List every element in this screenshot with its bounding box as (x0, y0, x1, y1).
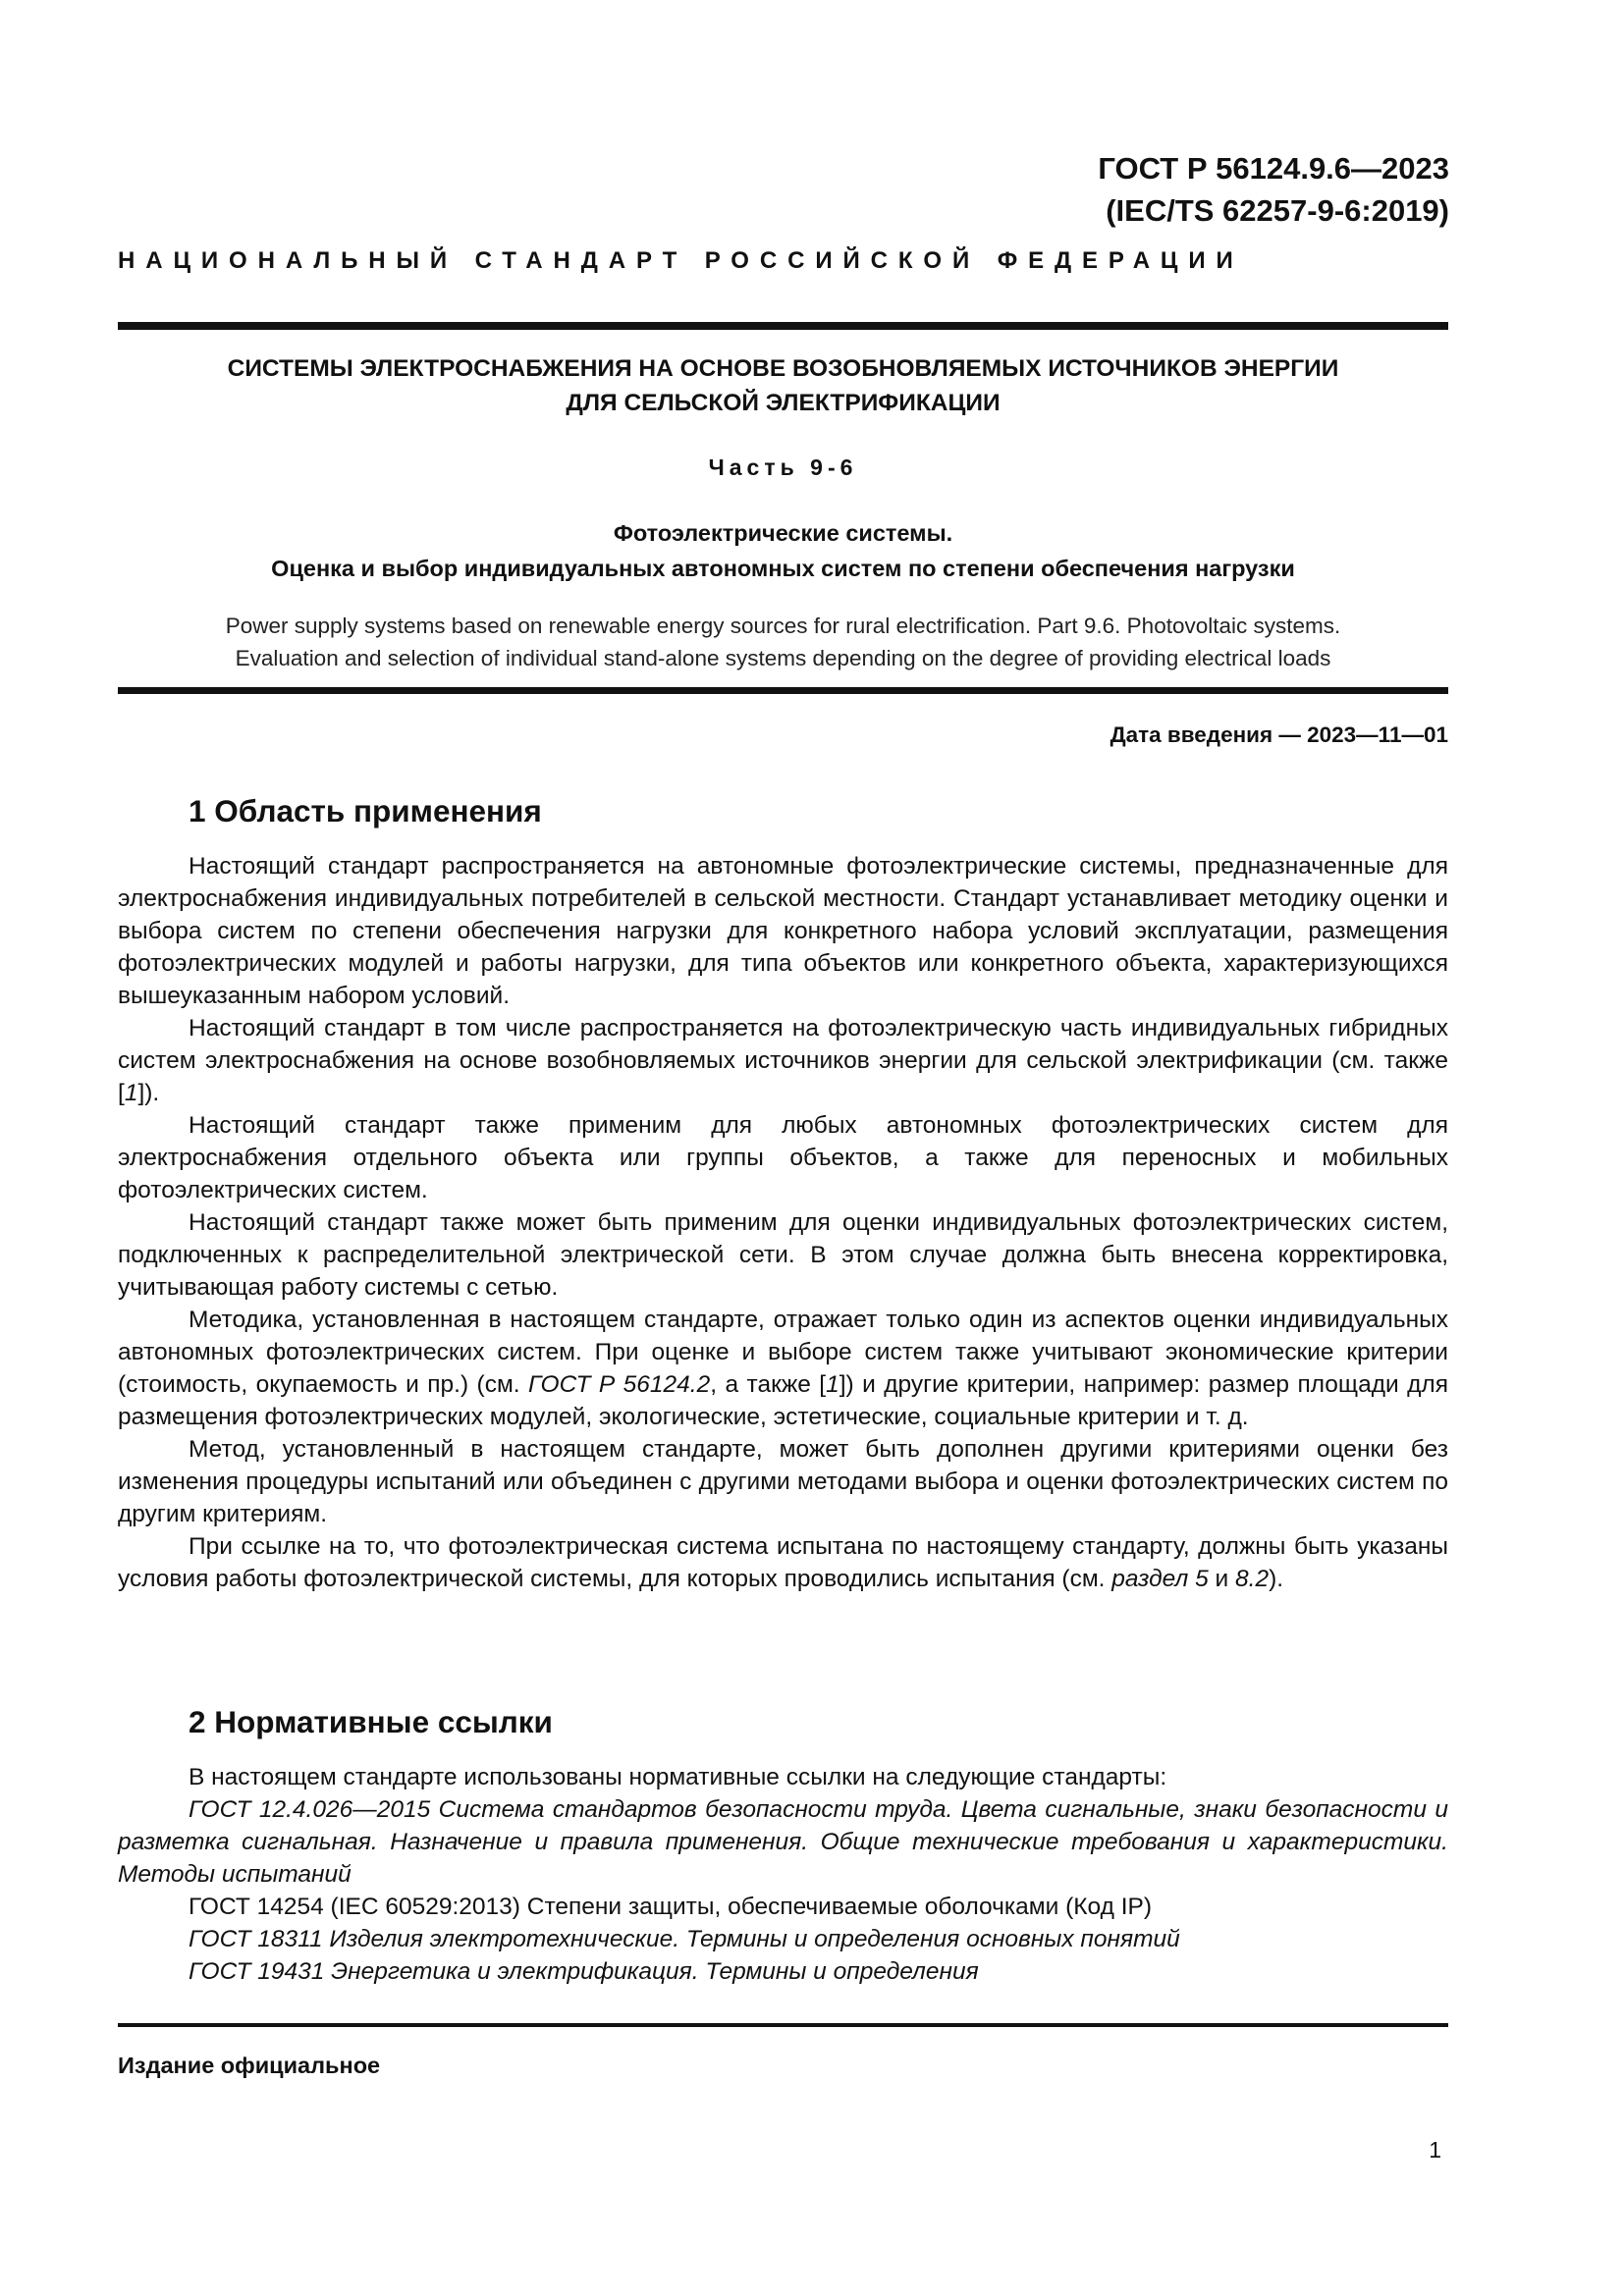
footer-divider (118, 2023, 1448, 2027)
text-run: ]). (137, 1080, 160, 1106)
reference-link: 1 (826, 1371, 839, 1398)
subtitle-line-2: Оценка и выбор индивидуальных автономных систем по степени обеспечения нагрузки (271, 556, 1295, 581)
reference-link: ГОСТ Р 56124.2 (528, 1371, 711, 1398)
iec-number: (IEC/TS 62257-9-6:2019) (1106, 193, 1449, 228)
text-run: Настоящий стандарт в том числе распространяется на фотоэлектрическую часть индивидуальных гибридных систем электроснабжения на основе возобновляемых источников энергии для сельской электрификации (см. также [ (118, 1015, 1448, 1106)
text-run: ]) и другие критерии, например: размер площади для размещения фотоэлектрических модулей, экологические, эстетические, социальные критерии и т. д. (118, 1371, 1448, 1430)
top-divider (118, 322, 1448, 330)
document-title (118, 351, 1448, 420)
title-line-1: СИСТЕМЫ ЭЛЕКТРОСНАБЖЕНИЯ НА ОСНОВЕ ВОЗОБНОВЛЯЕМЫХ ИСТОЧНИКОВ ЭНЕРГИИ (227, 355, 1339, 382)
normative-reference: ГОСТ 19431 Энергетика и электрификация. Термины и определения (189, 1958, 979, 1985)
paragraph (118, 1304, 1448, 1433)
introduction-date: Дата введения — 2023—11—01 (1110, 722, 1448, 747)
standard-number-block (1098, 147, 1449, 232)
title-line-2: ДЛЯ СЕЛЬСКОЙ ЭЛЕКТРИФИКАЦИИ (566, 390, 1001, 416)
reference-link: раздел 5 (1111, 1566, 1209, 1592)
document-subtitle (118, 515, 1448, 586)
paragraph (118, 1012, 1448, 1109)
normative-reference: ГОСТ 14254 (IEC 60529:2013) Степени защиты, обеспечиваемые оболочками (Код IP) (189, 1894, 1153, 1920)
part-label: Часть 9-6 (708, 454, 858, 480)
standard-number: ГОСТ Р 56124.9.6—2023 (1098, 151, 1449, 186)
text-run: и (1208, 1566, 1236, 1592)
paragraph (118, 1530, 1448, 1595)
page-number: 1 (1429, 2137, 1441, 2163)
paragraph: Настоящий стандарт также может быть применим для оценки индивидуальных фотоэлектрических систем, подключенных к распределительной электрической сети. В этом случае должна быть внесена корректировка, учитывающая работу системы с сетью. (118, 1209, 1448, 1301)
national-standard-banner: НАЦИОНАЛЬНЫЙ СТАНДАРТ РОССИЙСКОЙ ФЕДЕРАЦИИ (118, 247, 1244, 274)
english-title (118, 610, 1448, 674)
section-2-intro: В настоящем стандарте использованы нормативные ссылки на следующие стандарты: (189, 1764, 1167, 1790)
section-2-body (118, 1761, 1448, 1988)
title-divider (118, 687, 1448, 694)
subtitle-line-1: Фотоэлектрические системы. (613, 520, 953, 546)
normative-reference: ГОСТ 18311 Изделия электротехнические. Термины и определения основных понятий (189, 1926, 1180, 1952)
official-edition-label: Издание официальное (118, 2053, 381, 2078)
text-run: , а также [ (710, 1371, 827, 1398)
reference-link: 8.2 (1235, 1566, 1270, 1592)
text-run: Методика, установленная в настоящем стандарте, отражает только один из аспектов оценки индивидуальных автономных фотоэлектрических систем. При оценке и выборе систем также учитывают экономические критерии (стоимость, окупаемость и пр.) (см. (118, 1307, 1448, 1398)
reference-link: 1 (124, 1080, 138, 1106)
english-title-line-2: Evaluation and selection of individual stand-alone systems depending on the degree of providing electrical loads (235, 646, 1331, 670)
english-title-line-1: Power supply systems based on renewable energy sources for rural electrification. Part 9.6. Photovoltaic systems. (225, 614, 1341, 638)
normative-reference: ГОСТ 12.4.026—2015 Система стандартов безопасности труда. Цвета сигнальные, знаки безопасности и разметка сигнальная. Назначение и правила применения. Общие технические требования и характеристики. Методы испытаний (118, 1796, 1448, 1888)
paragraph: Настоящий стандарт распространяется на автономные фотоэлектрические системы, предназначенные для электроснабжения индивидуальных потребителей в сельской местности. Стандарт устанавливает методику оценки и выбора систем по степени обеспечения нагрузки для конкретного набора условий эксплуатации, размещения фотоэлектрических модулей и работы нагрузки, для типа объектов или конкретного объекта, характеризующихся вышеуказанным набором условий. (118, 853, 1448, 1009)
section-2-heading: 2 Нормативные ссылки (189, 1704, 553, 1739)
section-1-body (118, 850, 1448, 1595)
section-1-heading: 1 Область применения (189, 793, 542, 828)
paragraph: Метод, установленный в настоящем стандарте, может быть дополнен другими критериями оценки без изменения процедуры испытаний или объединен с другими методами выбора и оценки фотоэлектрических систем по другим критериям. (118, 1436, 1448, 1527)
text-run: ). (1269, 1566, 1284, 1592)
text-run: При ссылке на то, что фотоэлектрическая система испытана по настоящему стандарту, должны быть указаны условия работы фотоэлектрической системы, для которых проводились испытания (см. (118, 1533, 1448, 1592)
paragraph: Настоящий стандарт также применим для любых автономных фотоэлектрических систем для электроснабжения отдельного объекта или группы объектов, а также для переносных и мобильных фотоэлектрических систем. (118, 1112, 1448, 1203)
